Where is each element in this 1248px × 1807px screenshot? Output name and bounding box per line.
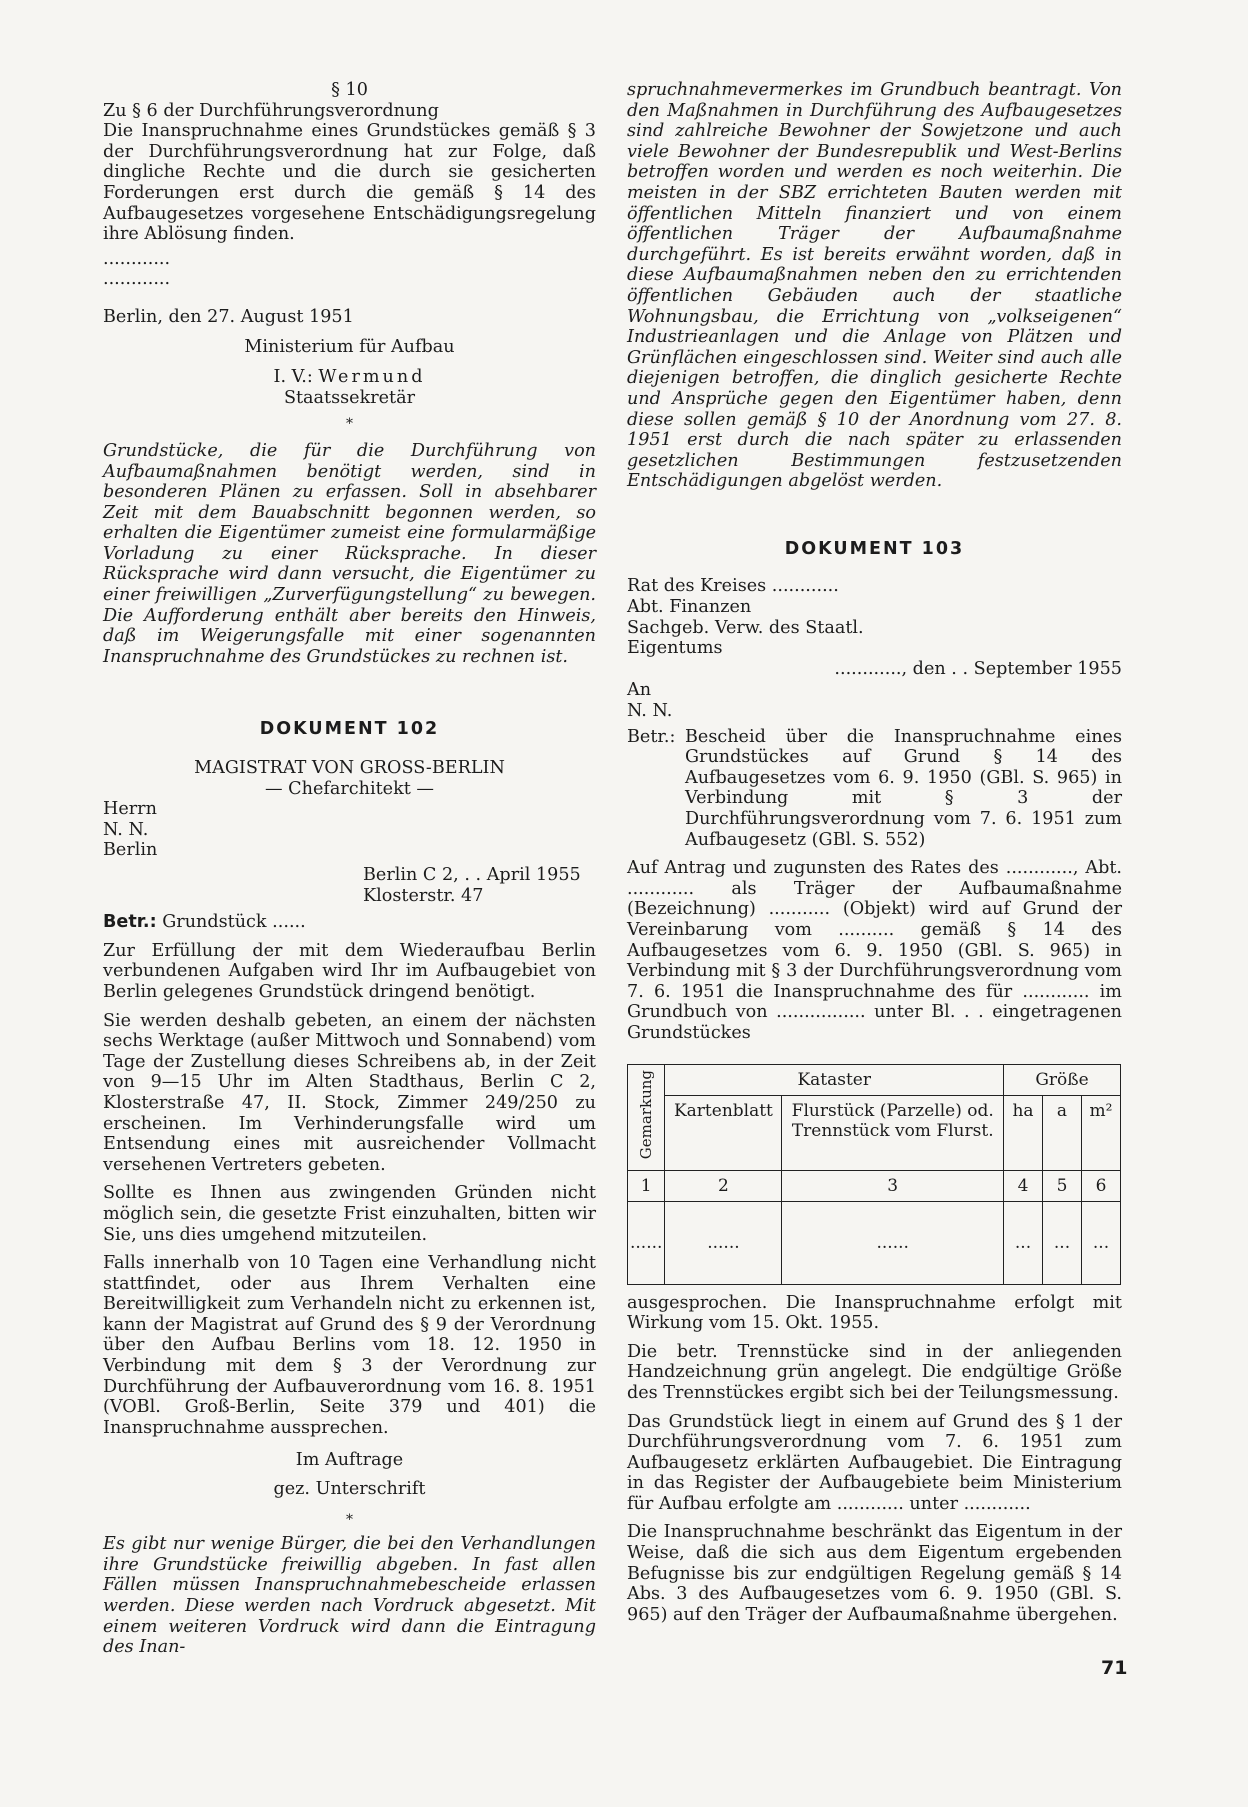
closing-signature: gez. Unterschrift: [273, 1479, 426, 1500]
subject-line: [103, 912, 596, 933]
kartenblatt-header: Kartenblatt: [665, 1095, 782, 1170]
signature-prefix: I. V.:: [273, 367, 313, 388]
table-cell: ...: [1043, 1201, 1082, 1284]
document-heading: DOKUMENT 103: [784, 538, 965, 559]
subject-text: Bescheid über die Inanspruchnahme eines Grundstückes auf Grund § 14 des Aufbaugesetzes vom 6. 9. 1950 (GBl. S. 965) in Verbindung mit § 3 der Durchführungsverordnung vom 7. 6. 1951 zum Aufbaugesetz (GBl. S. 552): [685, 726, 1122, 850]
letter-date: ............, den . . September 1955: [834, 658, 1122, 679]
section-number: § 10: [331, 80, 368, 100]
commentary-paragraph: Es gibt nur wenige Bürger, die bei den Verhandlungen ihre Grundstücke freiwillig abgeben. In fast allen Fällen müssen Inanspruchnahmebescheide erlassen werden. Diese werden nach Vordruck abgesetzt. Mit einem weiteren Vordruck wird dann die Eintragung des Inan-: [103, 1534, 596, 1658]
table-number-row: [628, 1170, 1121, 1201]
signature-title: Staatssekretär: [283, 387, 416, 408]
body-paragraph: Die Inanspruchnahme beschränkt das Eigentum in der Weise, daß die sich aus dem Eigentum ergebenden Befugnisse bis zur endgültigen Regelung gemäß § 14 Abs. 3 des Aufbaugesetzes vom 6. 9. 1950 (GBl. S. 965) auf den Träger der Aufbaumaßnahme übergehen.: [627, 1522, 1122, 1625]
section-title: Zu § 6 der Durchführungsverordnung: [103, 100, 439, 121]
a-header: a: [1043, 1095, 1082, 1170]
letter-date-block: [103, 865, 596, 906]
sender-line: Sachgeb. Verw. des Staatl.: [627, 617, 864, 638]
body-paragraph: Die betr. Trennstücke sind in der anliegenden Handzeichnung grün angelegt. Die endgültige Größe des Trennstückes ergibt sich bei der Teilungsmessung.: [627, 1341, 1122, 1403]
gemarkung-header: Gemarkung: [628, 1064, 665, 1170]
sender-department: — Chefarchitekt —: [264, 778, 434, 799]
table-cell: 1: [628, 1170, 665, 1201]
flurstueck-header: Flurstück (Parzelle) od. Trennstück vom Flurst.: [782, 1095, 1004, 1170]
table-row: [628, 1201, 1121, 1284]
signature-name: Wermund: [318, 367, 426, 388]
section-text: Die Inanspruchnahme eines Grundstückes gemäß § 3 der Durchführungsverordnung hat zur Folge, daß dingliche Rechte und die durch sie gesicherten Forderungen erst durch die gemäß § 14 des Aufbaugesetzes vorgesehene Entschädigungsregelung ihre Ablösung finden.: [103, 121, 596, 245]
table-cell: 4: [1004, 1170, 1043, 1201]
cadastre-table: [627, 1064, 1121, 1285]
body-paragraph: Falls innerhalb von 10 Tagen eine Verhandlung nicht stattfindet, oder aus Ihrem Verhalten eine Bereitwilligkeit zum Verhandeln nicht zu erkennen ist, kann der Magistrat auf Grund des § 9 der Verordnung über den Aufbau Berlins vom 18. 12. 1950 in Verbindung mit dem § 3 der Verordnung zur Durchführung der Aufbauverordnung vom 16. 8. 1951 (VOBl. Groß-Berlin, Seite 379 und 401) die Inanspruchnahme aussprechen.: [103, 1253, 596, 1438]
body-paragraph: Das Grundstück liegt in einem auf Grund des § 1 der Durchführungsverordnung vom 7. 6. 1951 zum Aufbaugesetz erklärten Aufbaugebiet. Die Eintragung in das Register der Aufbaugebiete beim Ministerium für Aufbau erfolgte am ............ unter ............: [627, 1411, 1122, 1514]
body-paragraph: Auf Antrag und zugunsten des Rates des ............, Abt. ............ als Träger der Aufbaumaßnahme (Bezeichnung) ........... (Objekt) wird auf Grund der Vereinbarung vom .......... gemäß § 14 des Aufbaugesetzes vom 6. 9. 1950 (GBl. S. 965) in Verbindung mit § 3 der Durchführungsverordnung vom 7. 6. 1951 die Inanspruchnahme des für ............ im Grundbuch von ................ unter Bl. . . eingetragenen Grundstückes: [627, 858, 1122, 1043]
separator-star: *: [346, 1511, 353, 1528]
sender-line: Eigentums: [627, 638, 723, 659]
sender-line: Abt. Finanzen: [627, 597, 752, 618]
subject-block: [627, 727, 1122, 851]
letter-date: Berlin C 2, . . April 1955: [363, 865, 581, 885]
left-column: [103, 80, 596, 1658]
ministry-name: Ministerium für Aufbau: [244, 336, 455, 357]
table-cell: 2: [665, 1170, 782, 1201]
ellipsis-line: ............: [103, 248, 171, 269]
subject-text: Grundstück ......: [162, 912, 306, 933]
table-cell: ......: [628, 1201, 665, 1284]
m2-header: m²: [1082, 1095, 1121, 1170]
commentary-paragraph: Grundstücke, die für die Durchführung von Aufbaumaßnahmen benötigt werden, sind in besonderen Plänen zu erfassen. Soll in absehbarer Zeit mit dem Bauabschnitt begonnen werden, so erhalten die Eigentümer zumeist eine formularmäßige Vorladung zu einer Rücksprache. In dieser Rücksprache wird dann versucht, die Eigentümer zu einer freiwilligen „Zurverfügungstellung“ zu bewegen. Die Aufforderung enthält aber bereits den Hinweis, daß im Weigerungsfalle mit einer sogenannten Inanspruchnahme des Grundstückes zu rechnen ist.: [103, 440, 596, 667]
page-number: 71: [1101, 1657, 1128, 1679]
table-cell: 3: [782, 1170, 1004, 1201]
right-column: [627, 80, 1122, 1625]
recipient-line: Berlin: [103, 840, 158, 861]
ha-header: ha: [1004, 1095, 1043, 1170]
table-cell: ......: [782, 1201, 1004, 1284]
subject-label: Betr.:: [103, 912, 157, 933]
table-cell: 5: [1043, 1170, 1082, 1201]
ellipsis-line: ............: [103, 269, 171, 290]
recipient-line: N. N.: [627, 701, 673, 722]
body-paragraph: Sie werden deshalb gebeten, an einem der nächsten sechs Werktage (außer Mittwoch und Sonnabend) vom Tage der Zustellung dieses Schreibens ab, in der Zeit von 9—15 Uhr im Alten Stadthaus, Berlin C 2, Klosterstraße 47, II. Stock, Zimmer 249/250 zu erscheinen. Im Verhinderungsfalle wird um Entsendung eines mit ausreichender Vollmacht versehenen Vertreters gebeten.: [103, 1010, 596, 1175]
subject-label: Betr.:: [627, 726, 676, 747]
recipient-line: An: [627, 680, 652, 701]
kataster-header: Kataster: [665, 1064, 1004, 1095]
table-cell: ......: [665, 1201, 782, 1284]
document-heading: DOKUMENT 102: [259, 719, 440, 740]
sender-authority: MAGISTRAT VON GROSS-BERLIN: [194, 758, 505, 779]
recipient-line: Herrn: [103, 799, 157, 820]
body-paragraph: Zur Erfüllung der mit dem Wiederaufbau Berlin verbundenen Aufgaben wird Ihr im Aufbaugebiet von Berlin gelegenes Grundstück dringend benötigt.: [103, 940, 596, 1002]
recipient-line: N. N.: [103, 819, 149, 840]
sender-line: Rat des Kreises ............: [627, 576, 839, 597]
groesse-header: Größe: [1004, 1064, 1121, 1095]
letter-address: Klosterstr. 47: [363, 885, 484, 906]
body-paragraph: ausgesprochen. Die Inanspruchnahme erfolgt mit Wirkung vom 15. Okt. 1955.: [627, 1292, 1122, 1334]
commentary-continuation: spruchnahmevermerkes im Grundbuch beantragt. Von den Maßnahmen in Durchführung des Aufbaugesetzes sind zahlreiche Bewohner der Sowjetzone und auch viele Bewohner der Bundesrepublik und West-Berlins betroffen worden und werden es noch weiterhin. Die meisten in der SBZ errichteten Bauten werden mit öffentlichen Mitteln finanziert und von einem öffentlichen Träger der Aufbaumaßnahme durchgeführt. Es ist bereits erwähnt worden, daß in diese Aufbaumaßnahmen neben den zu errichtenden öffentlichen Gebäuden auch der staatliche Wohnungsbau, die Errichtung von „volkseigenen“ Industrieanlagen und die Anlage von Plätzen und Grünflächen eingeschlossen sind. Weiter sind auch alle diejenigen betroffen, die dinglich gesicherte Rechte und Ansprüche gegen den Eigentümer haben, denn diese sollen gemäß § 10 der Anordnung vom 27. 8. 1951 erst durch die nach später zu erlassenden gesetzlichen Bestimmungen festzusetzenden Entschädigungen abgelöst werden.: [627, 80, 1122, 492]
table-header-row: [628, 1064, 1121, 1095]
table-subheader-row: [628, 1095, 1121, 1170]
closing-phrase: Im Auftrage: [295, 1450, 404, 1471]
table-cell: 6: [1082, 1170, 1121, 1201]
table-cell: ...: [1004, 1201, 1043, 1284]
body-paragraph: Sollte es Ihnen aus zwingenden Gründen nicht möglich sein, die gesetzte Frist einzuhalten, bitten wir Sie, uns dies umgehend mitzuteilen.: [103, 1183, 596, 1245]
place-date: Berlin, den 27. August 1951: [103, 306, 354, 327]
signature-line: [103, 367, 596, 388]
table-cell: ...: [1082, 1201, 1121, 1284]
separator-star: *: [346, 416, 353, 433]
